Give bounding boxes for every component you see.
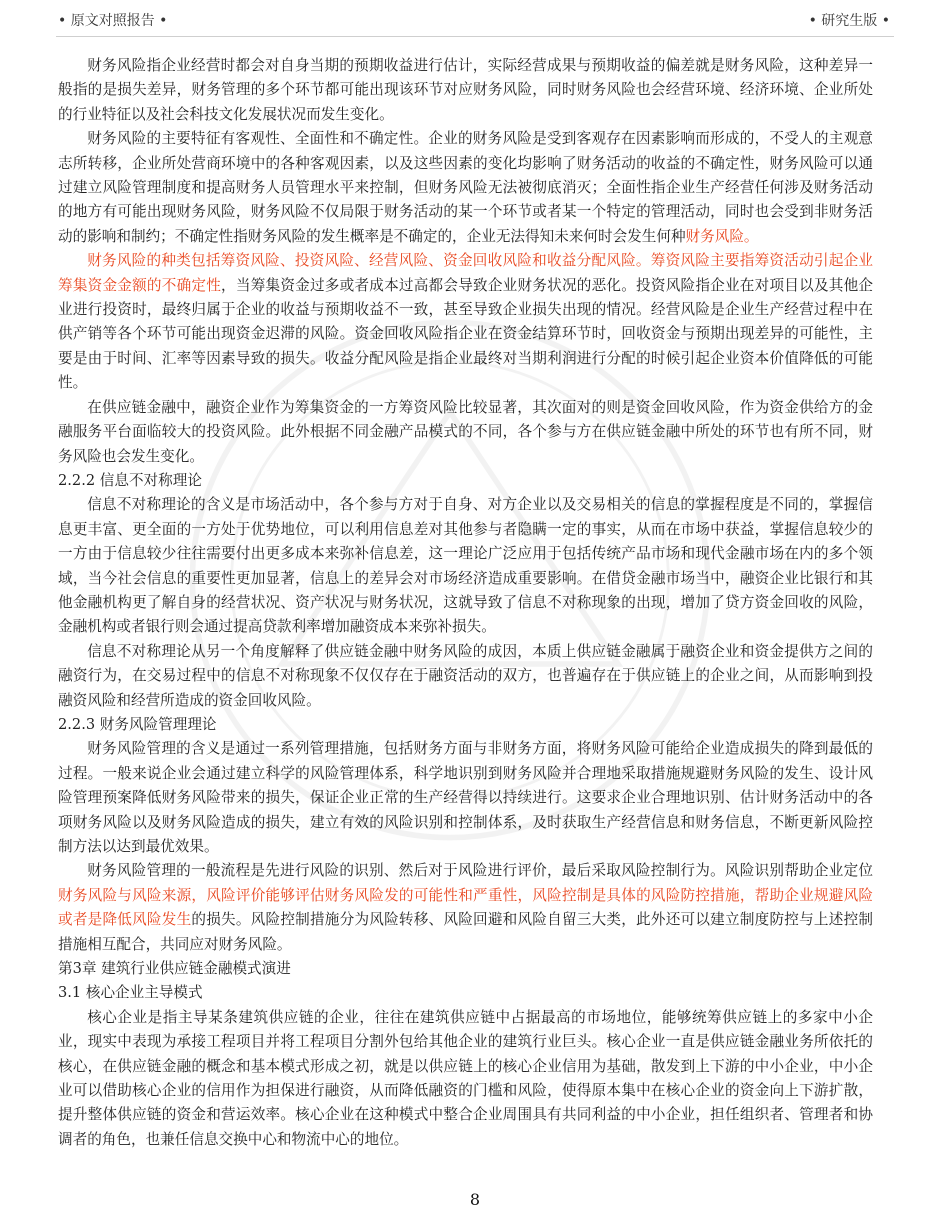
paragraph-text: 的损失。风险控制措施分为风险转移、风险回避和风险自留三大类，此外还可以建立制度防控与上述控制措施相互配合，共同应对财务风险。 <box>58 911 873 953</box>
body-paragraph <box>58 396 873 469</box>
report-type-label: • 原文对照报告 • <box>58 13 168 29</box>
paragraph-text: 财务风险指企业经营时都会对自身当期的预期收益进行估计，实际经营成果与预期收益的偏差就是财务风险，这种差异一般指的是损失差异，财务管理的多个环节都可能出现该环节对应财务风险，同时财务风险也会经营环境、经济环境、企业所处的行业特征以及社会科技文化发展状况而发生变化。 <box>58 57 873 123</box>
body-paragraph <box>58 249 873 395</box>
paragraph-text: 信息不对称理论从另一个角度解释了供应链金融中财务风险的成因，本质上供应链金融属于融资企业和资金提供方之间的融资行为，在交易过程中的信息不对称现象不仅仅存在于融资活动的双方，也普遍存在于供应链上的企业之间，从而影响到投融资风险和经营所造成的资金回收风险。 <box>58 642 873 709</box>
body-paragraph <box>58 1006 873 1152</box>
body-paragraph <box>58 640 873 713</box>
paragraph-text: 财务风险管理的一般流程是先进行风险的识别、然后对于风险进行评价，最后采取风险控制行为。风险识别帮助企业定位 <box>87 862 873 880</box>
edition-label: • 研究生版 • <box>808 13 890 29</box>
body-paragraph <box>58 127 873 249</box>
body-paragraph <box>58 493 873 639</box>
highlighted-text: 财务风险。 <box>685 227 759 245</box>
paragraph-text: 信息不对称理论的含义是市场活动中，各个参与方对于自身、对方企业以及交易相关的信息的掌握程度是不同的，掌握信息更丰富、更全面的一方处于优势地位，可以利用信息差对其他参与者隐瞒一定的事实，从而在市场中获益，掌握信息较少的一方由于信息较少往往需要付出更多成本来弥补信息差，这一理论广泛应用于包括传统产品市场和现代金融市场在内的多个领域，当今社会信息的重要性更加显著，信息上的差异会对市场经济造成重要影响。在借贷金融市场当中，融资企业比银行和其他金融机构更了解自身的经营状况、资产状况与财务状况，这就导致了信息不对称现象的出现，增加了贷方资金回收的风险，金融机构或者银行则会通过提高贷款利率增加融资成本来弥补损失。 <box>58 496 873 636</box>
paragraph-text: 财务风险管理的含义是通过一系列管理措施，包括财务方面与非财务方面，将财务风险可能给企业造成损失的降到最低的过程。一般来说企业会通过建立科学的风险管理体系，科学地识别到财务风险并合理地采取措施规避财务风险的发生、设计风险管理预案降低财务风险带来的损失，保证企业正常的生产经营得以持续进行。这要求企业合理地识别、估计财务活动中的各项财务风险以及财务风险造成的损失，建立有效的风险识别和控制体系，及时获取生产经营信息和财务信息，不断更新风险控制方法以达到最优效果。 <box>58 740 873 855</box>
section-heading: 第3章 建筑行业供应链金融模式演进 <box>58 960 291 978</box>
document-body <box>58 54 873 1152</box>
paragraph-text: 在供应链金融中，融资企业作为筹集资金的一方筹资风险比较显著，其次面对的则是资金回收风险，作为资金供给方的金融服务平台面临较大的投资风险。此外根据不同金融产品模式的不同，各个参与方在供应链金融中所处的环节也有所不同，财务风险也会发生变化。 <box>58 398 873 465</box>
body-paragraph <box>58 859 873 957</box>
page-header <box>0 0 950 40</box>
highlighted-text: 财务风险与风险来源，风险评价能够评估财务风险发的可能性和严重性，风险控制是具体的风险防控措施，帮助企业规避风险或者是降低风险发生 <box>58 886 873 929</box>
paragraph-text: ，当筹集资金过多或者成本过高都会导致企业财务状况的恶化。投资风险指企业在对项目以及其他企业进行投资时，最终归属于企业的收益与预期收益不一致，甚至导致企业损失出现的情况。经营风险是企业生产经营过程中在供产销等各个环节可能出现资金迟滞的风险。资金回收风险指企业在资金结算环节时，回收资金与预期出现差异的可能性，主要是由于时间、汇率等因素导致的损失。收益分配风险是指企业最终对当期利润进行分配的时候引起企业资本价值降低的可能性。 <box>58 276 873 392</box>
body-paragraph <box>58 737 873 859</box>
body-paragraph <box>58 54 873 127</box>
header-divider <box>56 36 894 37</box>
paragraph-text: 财务风险的主要特征有客观性、全面性和不确定性。企业的财务风险是受到客观存在因素影响而形成的，不受人的主观意志所转移，企业所处营商环境中的各种客观因素，以及这些因素的变化均影响了财务活动的收益的不确定性，财务风险可以通过建立风险管理制度和提高财务人员管理水平来控制，但财务风险无法被彻底消灭；全面性指企业生产经营任何涉及财务活动的地方有可能出现财务风险，财务风险不仅局限于财务活动的某一个环节或者某一个特定的管理活动，同时也会受到非财务活动的影响和制约；不确定性指财务风险的发生概率是不确定的，企业无法得知未来何时会发生何种 <box>58 130 873 245</box>
highlighted-text: 财务风险的种类包括筹资风险、投资风险、经营风险、资金回收风险和收益分配风险。筹资风险主要指筹资活动引起企业筹集资金金额的不确定性 <box>58 252 873 294</box>
section-heading: 2.2.3 财务风险管理理论 <box>58 715 217 733</box>
paragraph-text: 核心企业是指主导某条建筑供应链的企业，往往在建筑供应链中占据最高的市场地位，能够统筹供应链上的多家中小企业，现实中表现为承接工程项目并将工程项目分割外包给其他企业的建筑行业巨头。核心企业一直是供应链金融业务所依托的核心，在供应链金融的概念和基本模式形成之初，就是以供应链上的核心企业信用为基础，散发到上下游的中小企业，中小企业可以借助核心企业的信用作为担保进行融资，从而降低融资的门槛和风险，使得原本集中在核心企业的资金向上下游扩散，提升整体供应链的资金和营运效率。核心企业在这种模式中整合企业周围具有共同利益的中小企业，担任组织者、管理者和协调者的角色，也兼任信息交换中心和物流中心的地位。 <box>58 1008 873 1148</box>
section-heading: 3.1 核心企业主导模式 <box>58 984 203 1002</box>
section-heading: 2.2.2 信息不对称理论 <box>58 471 202 489</box>
page-number: 8 <box>469 1190 481 1209</box>
